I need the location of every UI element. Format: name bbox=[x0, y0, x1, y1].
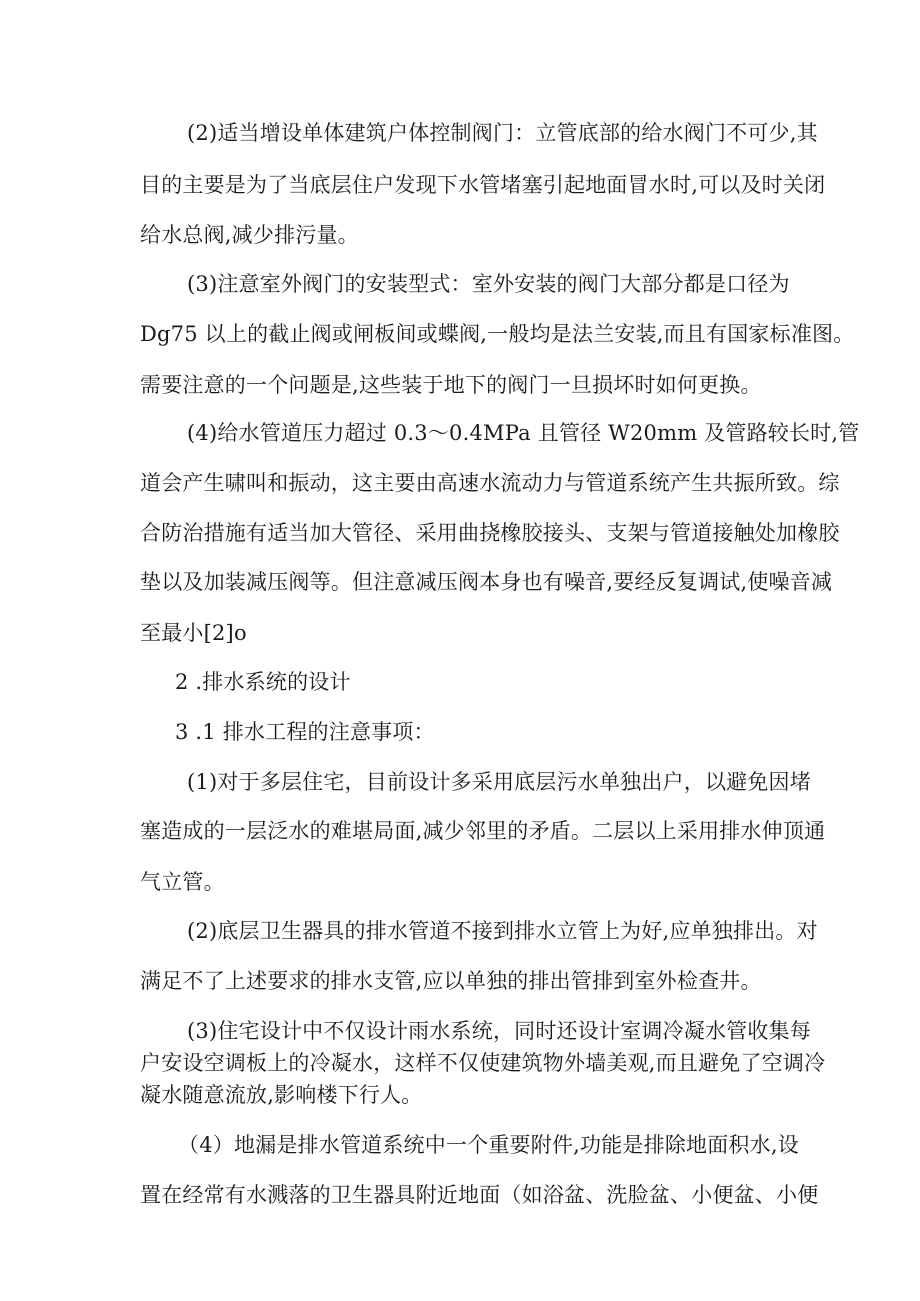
text-line: (2)适当增设单体建筑户体控制阀门：立管底部的给水阀门不可少,其 bbox=[187, 121, 818, 145]
text-line: 至最小[2]o bbox=[140, 621, 247, 645]
text-line: (3)住宅设计中不仅设计雨水系统，同时还设计室调冷凝水管收集每 bbox=[187, 1019, 811, 1043]
text-line: 给水总阀,减少排污量。 bbox=[140, 223, 359, 247]
text-line: (1)对于多层住宅，目前设计多采用底层污水单独出户，以避免因堵 bbox=[187, 770, 811, 794]
text-line: 置在经常有水溅落的卫生器具附近地面（如浴盆、洗脸盆、小便盆、小便 bbox=[140, 1183, 819, 1207]
text-line: 垫以及加装减压阀等。但注意减压阀本身也有噪音,要经反复调试,使噪音减 bbox=[140, 570, 833, 594]
section-heading: 2 .排水系统的设计 bbox=[175, 670, 351, 694]
text-line: 目的主要是为了当底层住户发现下水管堵塞引起地面冒水时,可以及时关闭 bbox=[140, 173, 826, 197]
text-line: 需要注意的一个问题是,这些装于地下的阀门一旦损坏时如何更换。 bbox=[140, 373, 762, 397]
text-line: (2)底层卫生器具的排水管道不接到排水立管上为好,应单独排出。对 bbox=[187, 919, 818, 943]
text-line: 道会产生啸叫和振动，这主要由高速水流动力与管道系统产生共振所致。综 bbox=[140, 471, 840, 495]
text-line: 塞造成的一层泛水的难堪局面,减少邻里的矛盾。二层以上采用排水伸顶通 bbox=[140, 819, 826, 843]
text-line: 满足不了上述要求的排水支管,应以单独的排出管排到室外检查井。 bbox=[140, 969, 762, 993]
text-line: 气立管。 bbox=[140, 870, 225, 894]
text-line: （4）地漏是排水管道系统中一个重要附件,功能是排除地面积水,设 bbox=[178, 1133, 799, 1157]
text-line: (4)给水管道压力超过 0.3～0.4MPa 且管径 W20mm 及管路较长时,管 bbox=[187, 421, 860, 445]
subsection-heading: 3 .1 排水工程的注意事项： bbox=[175, 720, 435, 744]
text-line: Dg75 以上的截止阀或闸板间或蝶阀,一般均是法兰安装,而且有国家标准图。 bbox=[140, 322, 855, 346]
text-line: 凝水随意流放,影响楼下行人。 bbox=[140, 1083, 423, 1107]
text-line: (3)注意室外阀门的安装型式：室外安装的阀门大部分都是口径为 bbox=[187, 272, 790, 296]
text-line: 合防治措施有适当加大管径、采用曲挠橡胶接头、支架与管道接触处加橡胶 bbox=[140, 521, 840, 545]
text-line: 户安设空调板上的冷凝水，这样不仅使建筑物外墙美观,而且避免了空调冷 bbox=[140, 1051, 826, 1075]
